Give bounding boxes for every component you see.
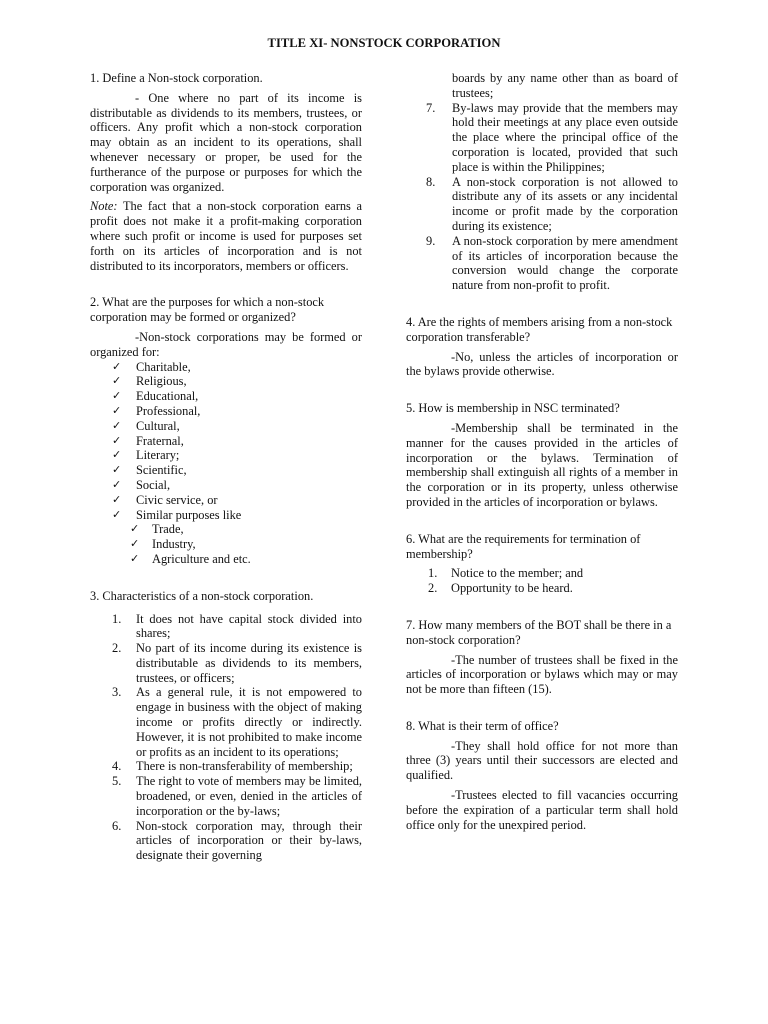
answer-8-term: -They shall hold office for not more than three (3) years until their successors are elected and qualified. [406,738,678,783]
question-1: 1. Define a Non-stock corporation. [90,71,263,85]
list-item: ✓ Religious, [112,374,187,389]
right-column [406,71,678,832]
question-7: 7. How many members of the BOT shall be there in a non-stock corporation? [406,617,672,647]
list-item: ✓ Professional, [112,403,201,418]
list-item: 4. There is non-transferability of membership; [112,759,353,774]
check-icon: ✓ [112,463,122,477]
list-item: ✓ Similar purposes like [112,507,242,522]
answer-2: -Non-stock corporations may be formed or organized for: [90,329,362,359]
check-icon: ✓ [112,492,122,506]
note-label: Note: [90,199,118,214]
check-icon: ✓ [112,448,122,462]
check-icon: ✓ [112,477,122,491]
list-item: ✓ Fraternal, [112,433,184,448]
list-item: ✓ Agriculture and etc. [130,551,251,566]
list-item: 1. It does not have capital stock divided into shares; [112,611,362,641]
list-item: ✓ Educational, [112,389,199,404]
list-item: ✓ Civic service, or [112,492,218,507]
list-item: ✓ Trade, [130,522,184,537]
page-title: TITLE XI- NONSTOCK CORPORATION [267,36,501,50]
list-item: ✓ Literary; [112,448,180,463]
list-item: 1. Notice to the member; and [428,566,584,581]
list-item: 8. A non-stock corporation is not allowed to distribute any of its assets or any incidental income or profit made by the corporation during its existence; [426,174,678,233]
list-item: 2. Opportunity to be heard. [428,581,573,596]
list-item: ✓ Cultural, [112,418,180,433]
check-icon: ✓ [112,359,122,373]
answer-7: -The number of trustees shall be fixed in the articles of incorporation or bylaws which may or may not be more than fifteen (15). [406,652,678,697]
list-item: 6. Non-stock corporation may, through their articles of incorporation or their by-laws, designate their governing [112,818,362,863]
check-icon: ✓ [112,403,122,417]
answer-5: -Membership shall be terminated in the manner for the causes provided in the articles of incorporation or the bylaws. Termination of membership shall extinguish all rights of a member in the corporation or in its property, unless otherwise provided in the articles of incorporation or bylaws. [406,420,678,509]
purposes-list [90,360,362,523]
list-item: 5. The right to vote of members may be limited, broadened, or even, denied in the articles of incorporation or the by-laws; [112,774,362,818]
check-icon: ✓ [130,537,140,551]
check-icon: ✓ [112,418,122,432]
list-item: ✓ Charitable, [112,359,191,374]
list-item: 7. By-laws may provide that the members may hold their meetings at any place even outside the place where the principal office of the corporation is located, provided that such place is within the Philippines; [426,100,678,174]
check-icon: ✓ [130,522,140,536]
note-1 [90,199,362,273]
termination-requirements-list [406,566,678,596]
check-icon: ✓ [112,433,122,447]
characteristics-list [90,612,362,864]
check-icon: ✓ [112,374,122,388]
list-item: ✓ Scientific, [112,463,187,478]
question-2: 2. What are the purposes for which a non-stock corporation may be formed or organized? [90,295,325,325]
list-item: 2. No part of its income during its existence is distributable as dividends to its members, trustees, or officers; [112,641,362,685]
check-icon: ✓ [112,389,122,403]
list-item: 9. A non-stock corporation by mere amendment of its articles of incorporation because the conversion would change the corporate nature from non-profit to profit. [426,233,678,293]
answer-4: -No, unless the articles of incorporation or the bylaws provide otherwise. [406,349,678,379]
list-item: 3. As a general rule, it is not empowered to engage in business with the object of making income or profits directly or indirectly. However, it is not prohibited to make income or profits as an incident to its operations; [112,685,362,759]
list-item: ✓ Industry, [130,537,196,552]
answer-1: - One where no part of its income is distributable as dividends to its members, trustees, or officers. Any profit which a non-stock corporation may obtain as an incident to its operations, shall whenever necessary or proper, be used for the furtherance of the purpose or purposes for which the corporation was organized. [90,90,362,194]
answer-8-vacancies: -Trustees elected to fill vacancies occurring before the expiration of a particular term shall hold office only for the unexpired period. [406,788,678,832]
question-6: 6. What are the requirements for termination of membership? [406,531,641,561]
check-icon: ✓ [112,507,122,521]
list-item-continuation: boards by any name other than as board of trustees; [452,71,678,100]
question-5: 5. How is membership in NSC terminated? [406,401,620,416]
question-4: 4. Are the rights of members arising from a non-stock corporation transferable? [406,314,673,344]
purposes-sublist [90,522,362,566]
note-text: The fact that a non-stock corporation earns a profit does not make it a profit-making corporation where such profit or income is used for purposes set forth on its articles of incorporation and is not distributed to its incorporators, members or officers. [90,199,362,273]
characteristics-list-continued [406,71,678,293]
left-column [90,71,362,863]
question-8: 8. What is their term of office? [406,718,559,733]
question-3: 3. Characteristics of a non-stock corporation. [90,588,314,603]
check-icon: ✓ [130,551,140,565]
list-item: ✓ Social, [112,477,171,492]
